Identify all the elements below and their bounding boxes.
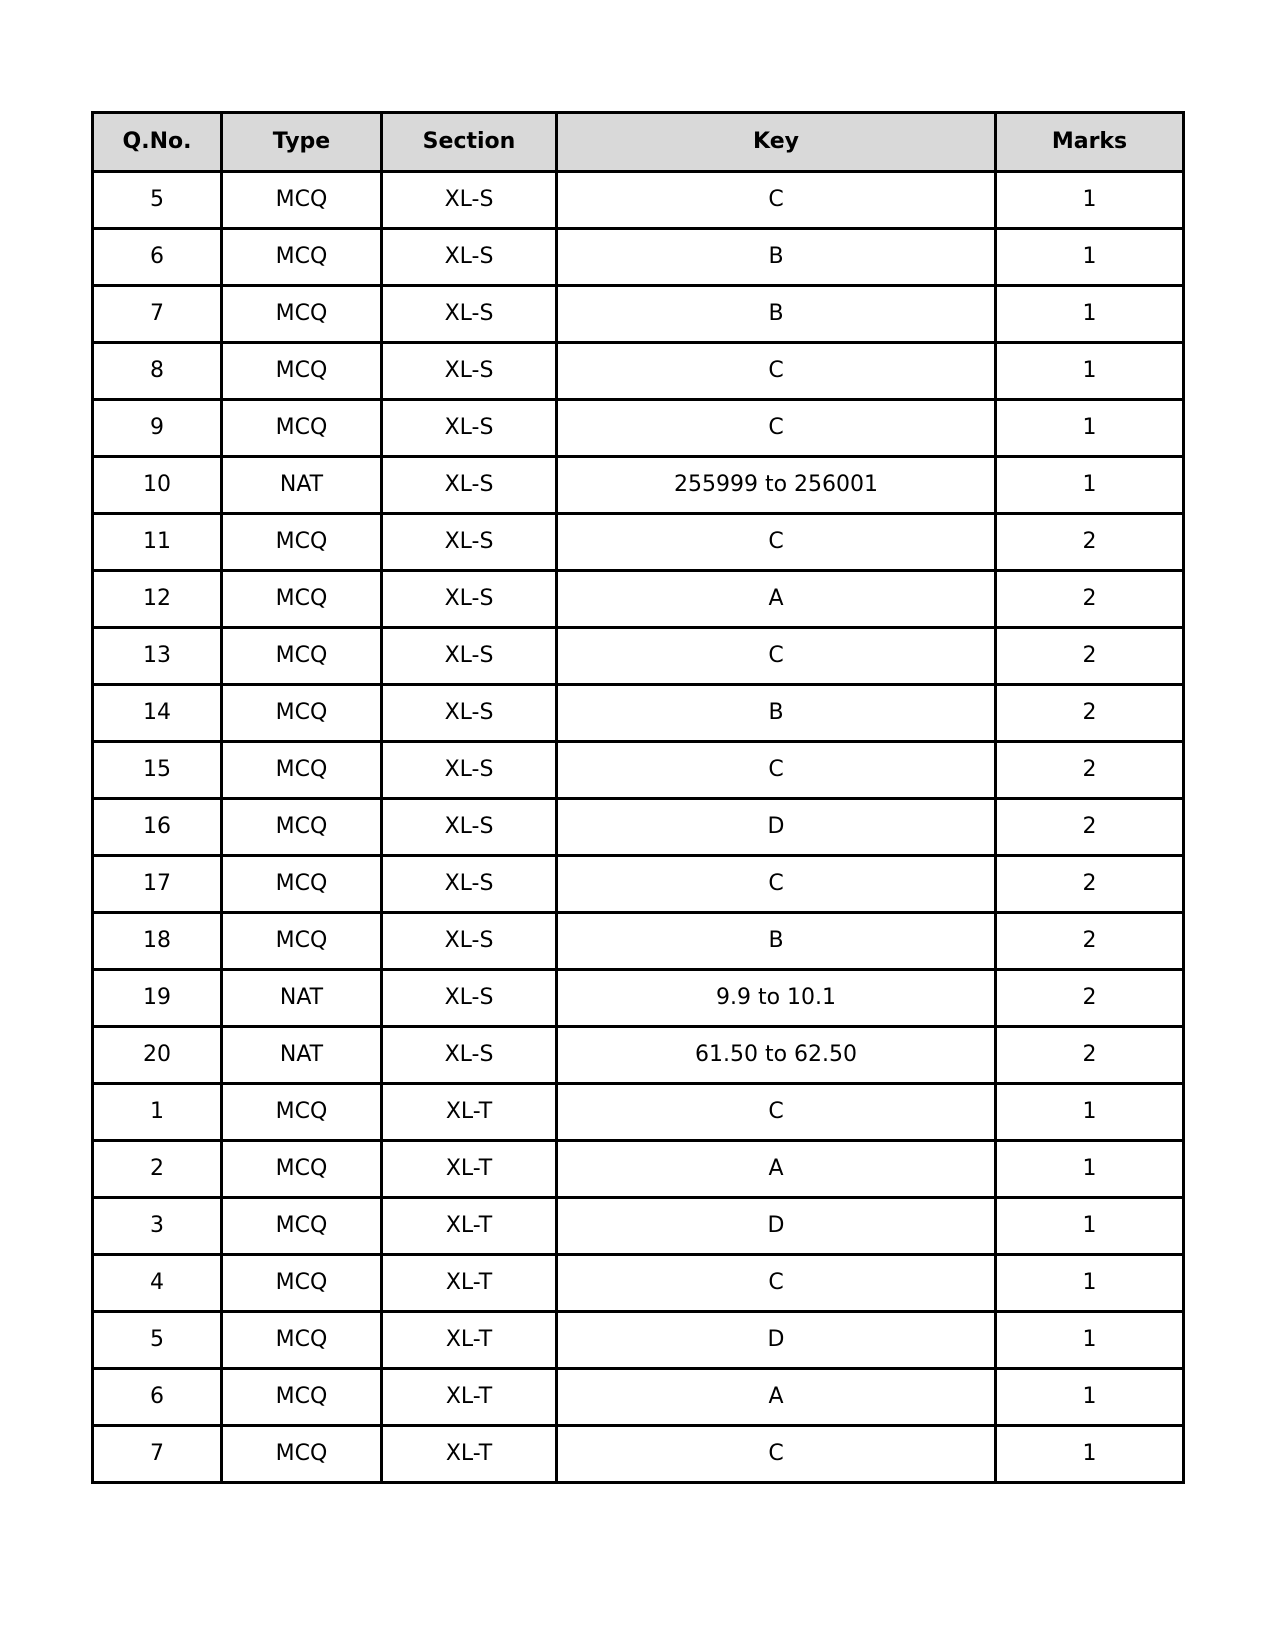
cell-type: MCQ <box>222 856 382 913</box>
cell-qno: 16 <box>93 799 222 856</box>
cell-qno: 11 <box>93 514 222 571</box>
cell-marks: 1 <box>996 1312 1184 1369</box>
table-row <box>93 1198 1184 1255</box>
cell-section: XL-S <box>382 343 557 400</box>
cell-section: XL-T <box>382 1426 557 1483</box>
cell-type: MCQ <box>222 1312 382 1369</box>
cell-key: C <box>557 1084 996 1141</box>
cell-type: MCQ <box>222 172 382 229</box>
cell-marks: 2 <box>996 856 1184 913</box>
table-row <box>93 913 1184 970</box>
cell-key: B <box>557 913 996 970</box>
cell-qno: 18 <box>93 913 222 970</box>
cell-key: C <box>557 172 996 229</box>
cell-type: MCQ <box>222 1084 382 1141</box>
cell-qno: 4 <box>93 1255 222 1312</box>
cell-qno: 3 <box>93 1198 222 1255</box>
header-type: Type <box>222 113 382 172</box>
cell-type: MCQ <box>222 913 382 970</box>
cell-section: XL-T <box>382 1084 557 1141</box>
table-row <box>93 571 1184 628</box>
cell-marks: 1 <box>996 229 1184 286</box>
cell-key: C <box>557 514 996 571</box>
table-row <box>93 856 1184 913</box>
cell-type: MCQ <box>222 343 382 400</box>
cell-marks: 1 <box>996 457 1184 514</box>
cell-key: D <box>557 1312 996 1369</box>
cell-qno: 20 <box>93 1027 222 1084</box>
cell-key: C <box>557 742 996 799</box>
cell-marks: 1 <box>996 286 1184 343</box>
table-row <box>93 1426 1184 1483</box>
cell-section: XL-T <box>382 1141 557 1198</box>
cell-section: XL-S <box>382 400 557 457</box>
cell-key: C <box>557 1255 996 1312</box>
table-row <box>93 1141 1184 1198</box>
cell-marks: 2 <box>996 742 1184 799</box>
table-row <box>93 1369 1184 1426</box>
cell-section: XL-T <box>382 1255 557 1312</box>
cell-qno: 2 <box>93 1141 222 1198</box>
cell-key: D <box>557 799 996 856</box>
table-row <box>93 514 1184 571</box>
cell-section: XL-S <box>382 628 557 685</box>
cell-section: XL-S <box>382 457 557 514</box>
cell-section: XL-S <box>382 229 557 286</box>
table-row <box>93 1312 1184 1369</box>
cell-key: A <box>557 1369 996 1426</box>
table-row <box>93 685 1184 742</box>
cell-type: MCQ <box>222 514 382 571</box>
cell-key: D <box>557 1198 996 1255</box>
cell-section: XL-T <box>382 1198 557 1255</box>
table-row <box>93 970 1184 1027</box>
cell-type: MCQ <box>222 1141 382 1198</box>
cell-marks: 1 <box>996 1426 1184 1483</box>
cell-qno: 12 <box>93 571 222 628</box>
cell-qno: 13 <box>93 628 222 685</box>
cell-qno: 19 <box>93 970 222 1027</box>
table-row <box>93 1027 1184 1084</box>
cell-qno: 8 <box>93 343 222 400</box>
cell-qno: 9 <box>93 400 222 457</box>
cell-key: C <box>557 1426 996 1483</box>
cell-qno: 17 <box>93 856 222 913</box>
cell-type: MCQ <box>222 628 382 685</box>
cell-section: XL-S <box>382 1027 557 1084</box>
cell-type: NAT <box>222 457 382 514</box>
cell-qno: 6 <box>93 1369 222 1426</box>
cell-marks: 1 <box>996 1255 1184 1312</box>
cell-marks: 1 <box>996 172 1184 229</box>
cell-key: A <box>557 571 996 628</box>
header-marks: Marks <box>996 113 1184 172</box>
header-section: Section <box>382 113 557 172</box>
header-key: Key <box>557 113 996 172</box>
cell-section: XL-S <box>382 913 557 970</box>
table-row <box>93 1084 1184 1141</box>
cell-marks: 1 <box>996 1141 1184 1198</box>
cell-type: MCQ <box>222 799 382 856</box>
cell-section: XL-S <box>382 970 557 1027</box>
cell-type: MCQ <box>222 1198 382 1255</box>
cell-type: MCQ <box>222 742 382 799</box>
cell-marks: 2 <box>996 1027 1184 1084</box>
cell-type: MCQ <box>222 1426 382 1483</box>
table-row <box>93 799 1184 856</box>
cell-marks: 1 <box>996 1369 1184 1426</box>
table-row <box>93 172 1184 229</box>
cell-marks: 2 <box>996 970 1184 1027</box>
cell-type: MCQ <box>222 286 382 343</box>
answer-key-table <box>91 111 1185 1484</box>
cell-section: XL-S <box>382 286 557 343</box>
cell-key: C <box>557 343 996 400</box>
cell-key: A <box>557 1141 996 1198</box>
table-body <box>93 172 1184 1483</box>
cell-section: XL-T <box>382 1312 557 1369</box>
table-row <box>93 457 1184 514</box>
cell-qno: 14 <box>93 685 222 742</box>
cell-section: XL-S <box>382 799 557 856</box>
table-header <box>93 113 1184 172</box>
cell-key: C <box>557 400 996 457</box>
cell-section: XL-S <box>382 514 557 571</box>
cell-qno: 6 <box>93 229 222 286</box>
cell-type: MCQ <box>222 229 382 286</box>
cell-type: NAT <box>222 1027 382 1084</box>
table-row <box>93 286 1184 343</box>
table-row <box>93 628 1184 685</box>
cell-marks: 2 <box>996 913 1184 970</box>
cell-marks: 1 <box>996 1084 1184 1141</box>
cell-type: MCQ <box>222 1369 382 1426</box>
cell-marks: 2 <box>996 685 1184 742</box>
cell-marks: 1 <box>996 1198 1184 1255</box>
cell-qno: 1 <box>93 1084 222 1141</box>
table-row <box>93 229 1184 286</box>
cell-section: XL-S <box>382 172 557 229</box>
cell-key: B <box>557 229 996 286</box>
header-row <box>93 113 1184 172</box>
cell-marks: 2 <box>996 571 1184 628</box>
cell-key: 255999 to 256001 <box>557 457 996 514</box>
cell-qno: 10 <box>93 457 222 514</box>
cell-marks: 1 <box>996 343 1184 400</box>
cell-section: XL-S <box>382 685 557 742</box>
cell-section: XL-T <box>382 1369 557 1426</box>
cell-qno: 5 <box>93 1312 222 1369</box>
cell-type: MCQ <box>222 1255 382 1312</box>
cell-marks: 1 <box>996 400 1184 457</box>
cell-key: C <box>557 628 996 685</box>
cell-marks: 2 <box>996 514 1184 571</box>
cell-key: B <box>557 685 996 742</box>
table-row <box>93 1255 1184 1312</box>
cell-section: XL-S <box>382 742 557 799</box>
cell-type: MCQ <box>222 400 382 457</box>
cell-type: NAT <box>222 970 382 1027</box>
cell-key: 9.9 to 10.1 <box>557 970 996 1027</box>
cell-qno: 15 <box>93 742 222 799</box>
cell-qno: 7 <box>93 1426 222 1483</box>
cell-key: C <box>557 856 996 913</box>
cell-key: B <box>557 286 996 343</box>
cell-section: XL-S <box>382 856 557 913</box>
cell-marks: 2 <box>996 628 1184 685</box>
cell-type: MCQ <box>222 685 382 742</box>
cell-qno: 7 <box>93 286 222 343</box>
cell-qno: 5 <box>93 172 222 229</box>
table-row <box>93 742 1184 799</box>
cell-marks: 2 <box>996 799 1184 856</box>
table-row <box>93 343 1184 400</box>
table-row <box>93 400 1184 457</box>
cell-key: 61.50 to 62.50 <box>557 1027 996 1084</box>
cell-type: MCQ <box>222 571 382 628</box>
header-qno: Q.No. <box>93 113 222 172</box>
cell-section: XL-S <box>382 571 557 628</box>
